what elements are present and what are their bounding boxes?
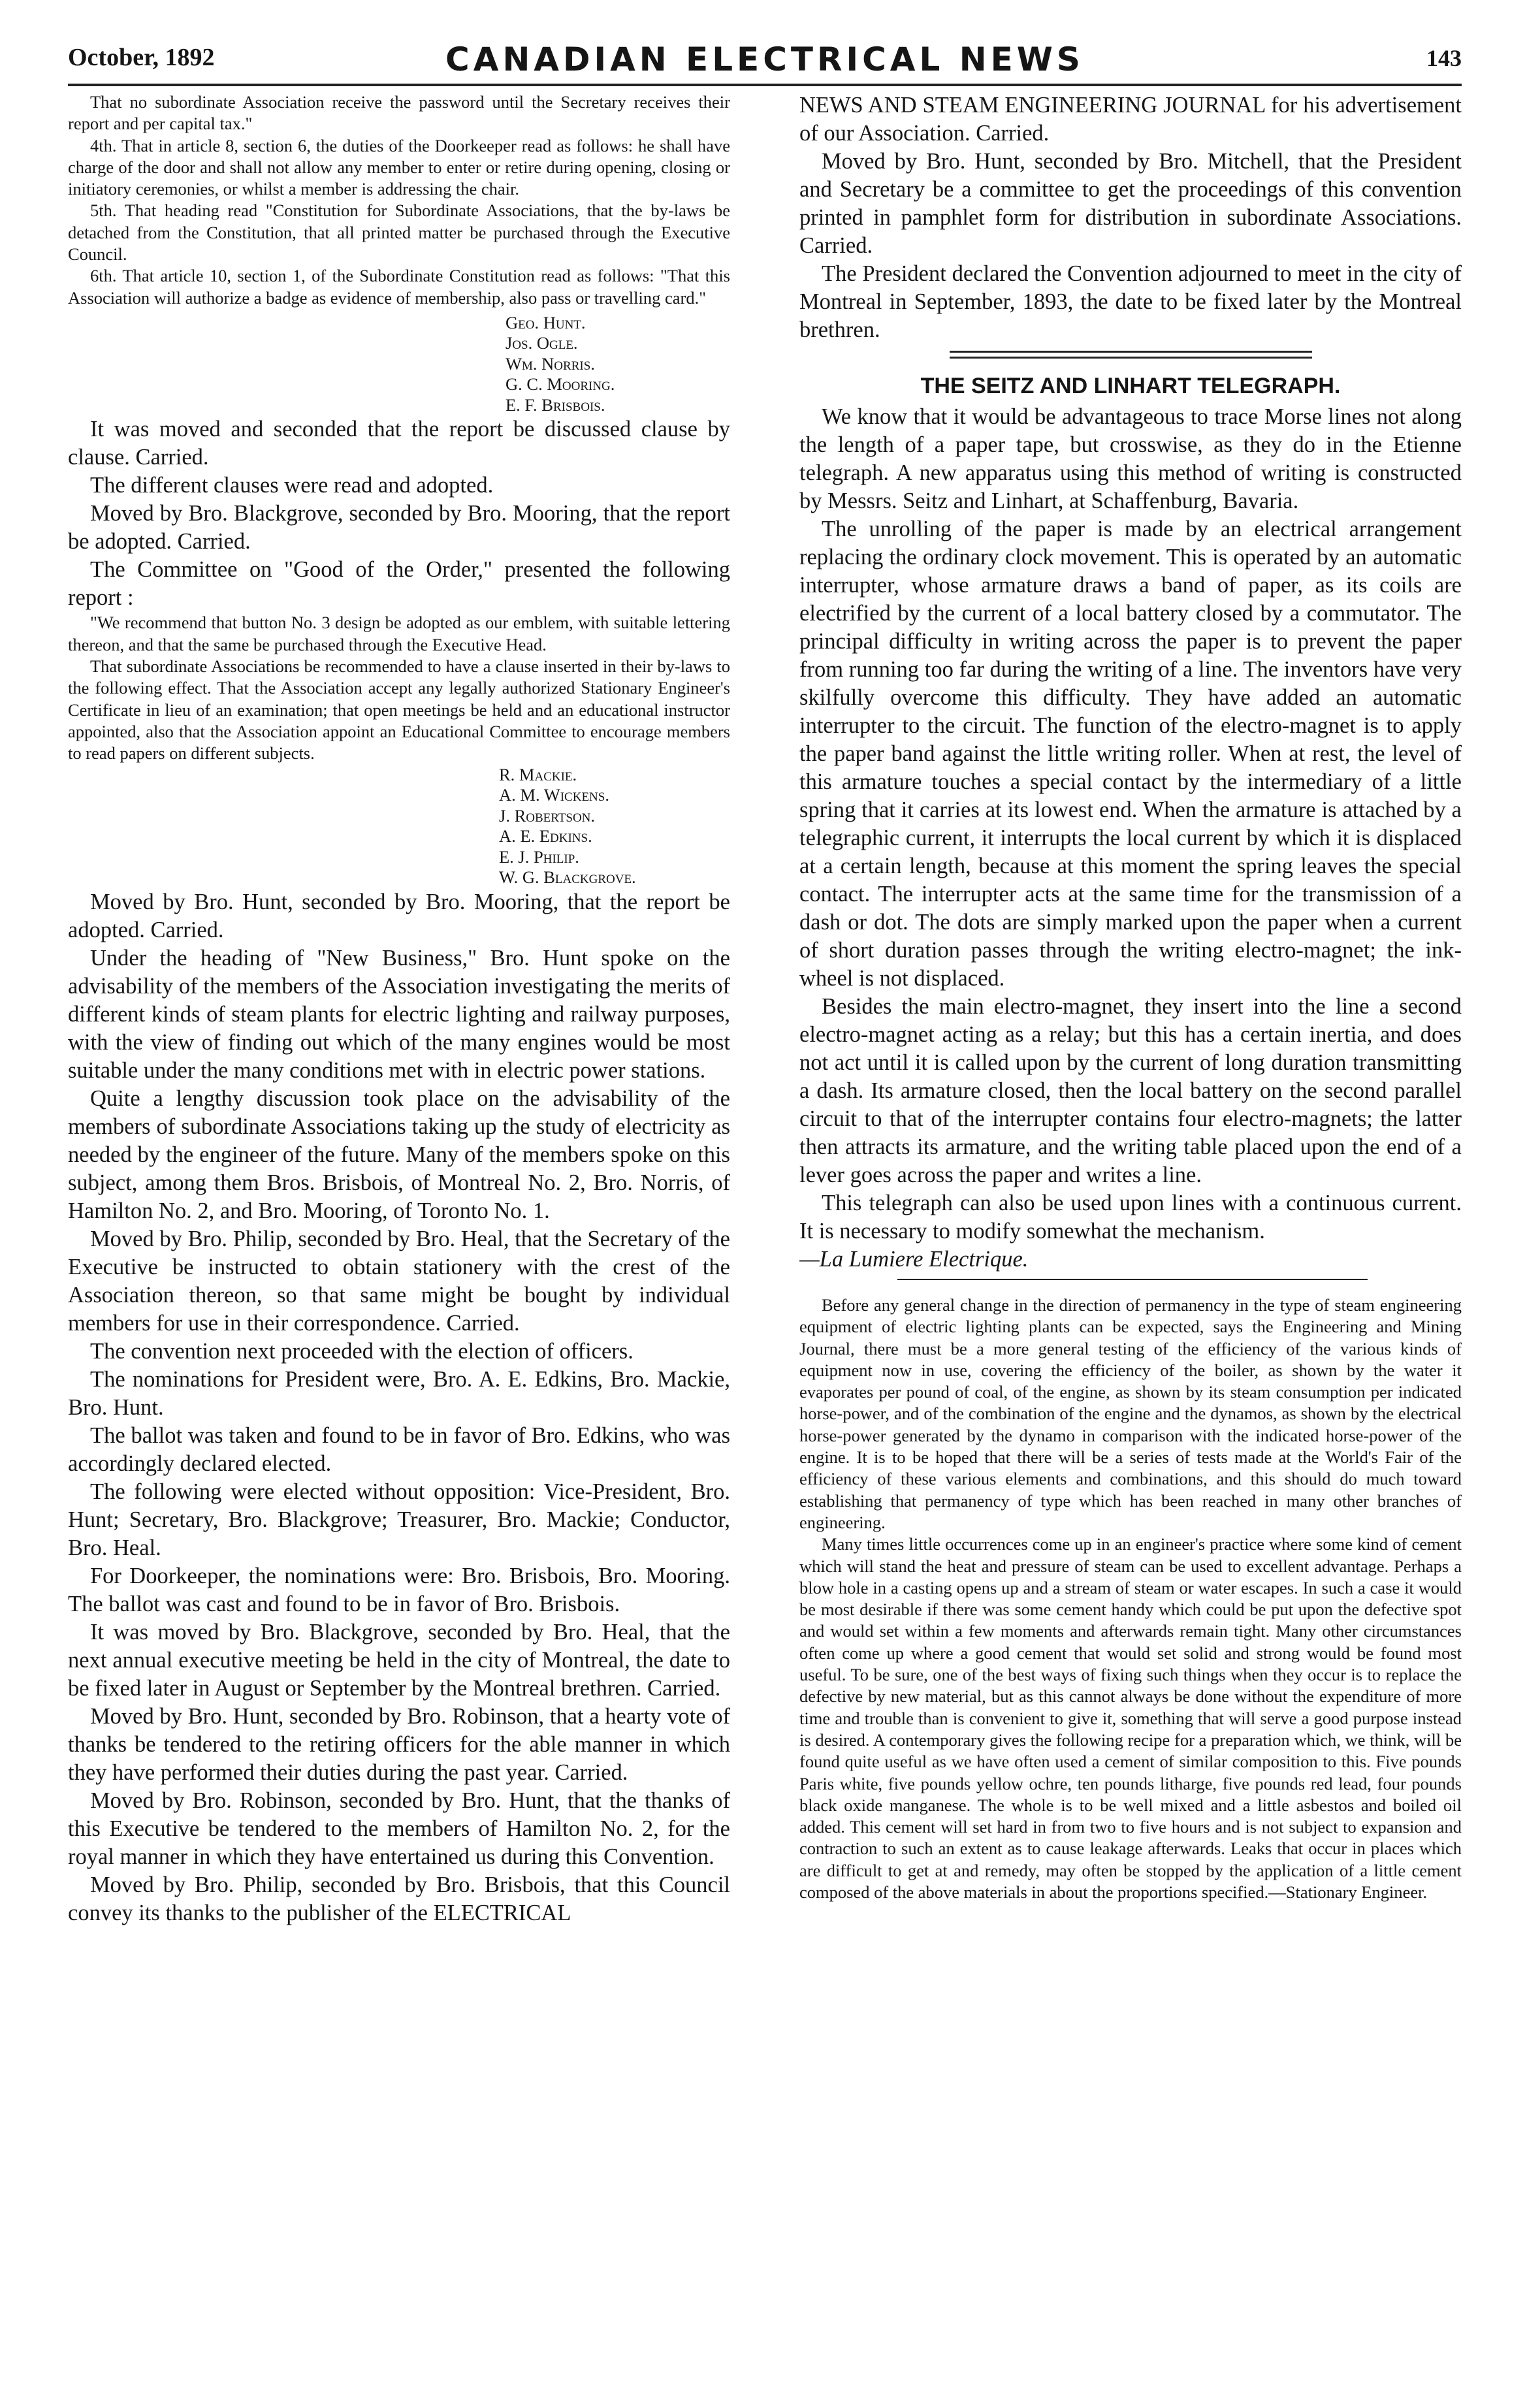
signature: Wm. Norris. [506, 353, 595, 374]
paragraph: The ballot was taken and found to be in favor of Bro. Edkins, who was accordingly declared elected. [68, 1422, 730, 1476]
paragraph: Moved by Bro. Hunt, seconded by Bro. Mitchell, that the President and Secretary be a committee to get the proceedings of this convention printed in pamphlet form for distribution in subordinate Associations. Carried. [799, 149, 1462, 258]
signature: G. C. Mooring. [506, 374, 615, 394]
signature: A. E. Edkins. [499, 826, 592, 846]
signature: Geo. Hunt. [506, 312, 586, 332]
signature-block [68, 765, 730, 888]
committee-item: "We recommend that button No. 3 design be adopted as our emblem, with suitable lettering thereon, and that the same be purchased through the Executive Head. [68, 613, 730, 654]
article-paragraph: Besides the main electro-magnet, they insert into the line a second electro-magnet acting as a relay; but this has a certain inertia, and does not act until it is called upon by the current of long duration transmitting a dash. Its armature closed, then the local battery on the second parallel circuit to that of the interrupter contains four electro-magnets; the latter then attracts its armature, and the writing table placed upon the end of a lever goes across the paper and writes a line. [799, 994, 1462, 1187]
article-paragraph: The unrolling of the paper is made by an electrical arrangement replacing the ordinary clock movement. This is operated by an automatic interrupter, whose armature draws a band of paper, as its coils are electrified by the current of a local battery closed by a commutator. The principal difficulty in writing across the paper is to prevent the paper from running too far during the writing of a line. The inventors have very skilfully overcome this difficulty. They have added an automatic interrupter to the circuit. The function of the electro-magnet is to apply the paper band against the little writing roller. When at rest, the level of this armature touches a special contact by the intermediary of a little spring that it carries at its lowest end. When the armature is attached by a telegraphic current, it interrupts the local current by which it is displaced at a certain length, because at this moment the spring leaves the special contact. The interrupter acts at the same time for the transmission of a dash or dot. The dots are simply marked upon the paper when a current of short duration passes through the writing electro-magnet; the ink-wheel is not displaced. [799, 517, 1462, 991]
paragraph: The different clauses were read and adopted. [90, 473, 494, 498]
paragraph: Moved by Bro. Robinson, seconded by Bro. Hunt, that the thanks of this Executive be tendered to the members of Hamilton No. 2, for the royal manner in which they have entertained us during this Convention. [68, 1788, 730, 1869]
note-paragraph: Many times little occurrences come up in an engineer's practice where some kind of cement which will stand the heat and pressure of steam can be used to excellent advantage. Perhaps a blow hole in a casting opens up and a stream of steam or water escapes. In such a case it would be most desirable if there was some cement handy which could be put upon the defective spot and would set within a few moments and afterwards remain tight. Many other circumstances often come up where a good cement that would set solid and strong would be found most useful. To be sure, one of the best ways of fixing such things when they occur is to replace the defective by new material, but as this cannot always be done without the expenditure of more time and trouble than is convenient to give it, something that will serve a good purpose instead is desired. A contemporary gives the following recipe for a preparation which, we think, will be found quite useful as we have often used a cement of similar composition to this. Five pounds Paris white, five pounds yellow ochre, ten pounds litharge, five pounds red lead, four pounds black oxide manganese. The whole is to be well mixed and a little asbestos and boiled oil added. This cement will set hard in from two to five hours and is not subject to expansion and contraction to such an extent as to cause leakage afterwards. Leaks that occur in places which are difficult to get at and remedy, may often be stopped by the application of a little cement composed of the above materials in about the proportions specified.—Stationary Engineer. [799, 1534, 1462, 1902]
right-column [799, 91, 1462, 2390]
paragraph: The nominations for President were, Bro. A. E. Edkins, Bro. Mackie, Bro. Hunt. [68, 1366, 730, 1420]
paragraph: Moved by Bro. Blackgrove, seconded by Bro. Mooring, that the report be adopted. Carried. [68, 501, 730, 554]
signature: E. F. Brisbois. [506, 394, 605, 415]
paragraph: The convention next proceeded with the election of officers. [90, 1338, 634, 1364]
left-column [68, 91, 730, 2390]
signature: W. G. Blackgrove. [499, 867, 636, 888]
page-number: 143 [1426, 45, 1462, 71]
committee-item: That subordinate Associations be recommended to have a clause inserted in their by-laws to the following effect. That the Association accept any legally authorized Stationary Engineer's Certificate in lieu of an examination; that open meetings be held and an educational instructor appointed, also that the Association appoint an Educational Committee to encourage members to read papers on different subjects. [68, 656, 730, 763]
report-item: 5th. That heading read "Constitution for Subordinate Associations, that the by-laws be detached from the Constitution, that all printed matter be purchased through the Executive Council. [68, 201, 730, 265]
paragraph: Moved by Bro. Philip, seconded by Bro. Brisbois, that this Council convey its thanks to the publisher of the ELECTRICAL [68, 1872, 730, 1925]
signature: J. Robertson. [499, 805, 596, 826]
issue-date: October, 1892 [68, 44, 215, 71]
report-item: 4th. That in article 8, section 6, the duties of the Doorkeeper read as follows: he shall have charge of the door and shall not allow any member to enter or retire during opening, closing or initiatory ceremonies, or whilst a member is addressing the chair. [68, 135, 730, 199]
header-rule [68, 84, 1462, 86]
report-item: 6th. That article 10, section 1, of the Subordinate Constitution read as follows: "That this Association will authorize a badge as evidence of membership, also pass or travelling card." [68, 266, 730, 308]
masthead-title: CANADIAN ELECTRICAL NEWS [445, 40, 1084, 78]
signature: Jos. Ogle. [506, 333, 578, 353]
signature-block [68, 313, 730, 416]
paragraph: The President declared the Convention adjourned to meet in the city of Montreal in September, 1893, the date to be fixed later by the Montreal brethren. [799, 261, 1462, 342]
article-end-rule [897, 1279, 1368, 1280]
article-title: THE SEITZ AND LINHART TELEGRAPH. [920, 374, 1341, 398]
report-item: That no subordinate Association receive the password until the Secretary receives their report and per capital tax." [68, 92, 730, 134]
paragraph: Under the heading of "New Business," Bro. Hunt spoke on the advisability of the members of the Association investigating the merits of different kinds of steam plants for electric lighting and railway purposes, with the view of finding out which of the many engines would be most suitable under the many conditions met with in electric power stations. [68, 945, 730, 1083]
article-paragraph: This telegraph can also be used upon lines with a continuous current. It is necessary to modify somewhat the mechanism. [799, 1191, 1462, 1244]
paragraph: NEWS AND STEAM ENGINEERING JOURNAL for his advertisement of our Association. Carried. [799, 93, 1462, 146]
paragraph: It was moved and seconded that the report be discussed clause by clause. Carried. [68, 417, 730, 470]
note-paragraph: Before any general change in the direction of permanency in the type of steam engineering equipment of electric lighting plants can be expected, says the Engineering and Mining Journal, there must be a more general testing of the efficiency of the various kinds of equipment now in use, covering the efficiency of the boiler, as shown by the water it evaporates per pound of coal, of the engine, as shown by its steam consumption per indicated horse-power, and of the combination of the engine and the dynamos, as shown by the electrical horse-power generated by the dynamo in comparison with the indicated horse-power of the engine. It is to be hoped that there will be a series of tests made at the World's Fair of the efficiency of these various elements and combinations, and this should do much toward establishing that permanency of type which has been reached in many other branches of engineering. [799, 1295, 1462, 1532]
article-source: —La Lumiere Electrique. [799, 1247, 1029, 1272]
paragraph: It was moved by Bro. Blackgrove, seconded by Bro. Heal, that the next annual executive meeting be held in the city of Montreal, the date to be fixed later in August or September by the Montreal brethren. Carried. [68, 1619, 730, 1701]
paragraph: For Doorkeeper, the nominations were: Bro. Brisbois, Bro. Mooring. The ballot was cast and found to be in favor of Bro. Brisbois. [68, 1563, 730, 1616]
paragraph: Moved by Bro. Philip, seconded by Bro. Heal, that the Secretary of the Executive be instructed to obtain stationery with the crest of the Association thereon, so that same might be bought by individual members for use in their correspondence. Carried. [68, 1226, 730, 1336]
paragraph: The following were elected without opposition: Vice-President, Bro. Hunt; Secretary, Bro. Blackgrove; Treasurer, Bro. Mackie; Conductor, Bro. Heal. [68, 1479, 730, 1560]
signature: R. Mackie. [499, 764, 577, 784]
signature: E. J. Philip. [499, 846, 579, 867]
section-divider [799, 344, 1462, 370]
paragraph: Moved by Bro. Hunt, seconded by Bro. Robinson, that a hearty vote of thanks be tendered to the retiring officers for the able manner in which they have performed their duties during the past year. Carried. [68, 1703, 730, 1785]
signature: A. M. Wickens. [499, 785, 609, 805]
paragraph: Moved by Bro. Hunt, seconded by Bro. Mooring, that the report be adopted. Carried. [68, 889, 730, 942]
article-paragraph: We know that it would be advantageous to trace Morse lines not along the length of a paper tape, but crosswise, as they do in the Etienne telegraph. A new apparatus using this method of writing is constructed by Messrs. Seitz and Linhart, at Schaffenburg, Bavaria. [799, 404, 1462, 513]
paragraph: Quite a lengthy discussion took place on the advisability of the members of subordinate Associations taking up the study of electricity as needed by the engineer of the future. Many of the members spoke on this subject, among them Bros. Brisbois, of Montreal No. 2, Bro. Norris, of Hamilton No. 2, and Bro. Mooring, of Toronto No. 1. [68, 1085, 730, 1223]
page-header [68, 0, 1462, 81]
paragraph: The Committee on "Good of the Order," presented the following report : [68, 557, 730, 611]
